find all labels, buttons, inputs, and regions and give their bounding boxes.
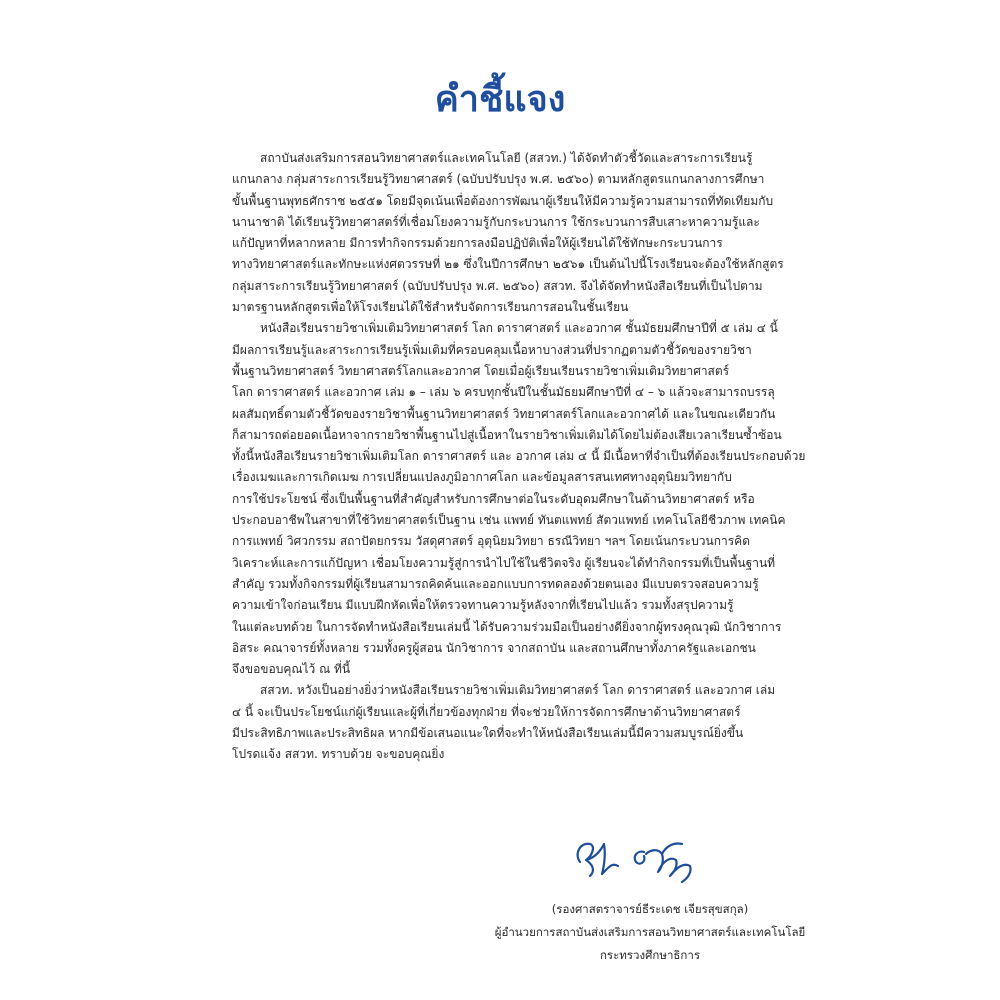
line-text: การแพทย์ วิศวกรรม สถาปัตยกรรม วัสดุศาสตร์ อุตุนิยมวิทยา ธรณีวิทยา ฯลฯ โดยเน้นกระบวนการคิด [232,534,750,549]
line-text: สสวท. หวังเป็นอย่างยิ่งว่าหนังสือเรียนรายวิชาเพิ่มเติมวิทยาศาสตร์ โลก ดาราศาสตร์ และอวกาศ เล่ม [260,683,776,698]
text-line [232,148,806,169]
text-line [232,680,806,701]
signatory-organization: กระทรวงศึกษาธิการ [599,948,701,962]
line-text: แก้ปัญหาที่หลากหลาย มีการทำกิจกรรมด้วยการลงมือปฏิบัติเพื่อให้ผู้เรียนได้ใช้ทักษะกระบวนการ [232,236,723,251]
text-line [232,659,806,680]
preface-body [232,148,806,766]
text-line [232,297,806,318]
text-line [232,276,806,297]
line-text: ก็สามารถต่อยอดเนื้อหาจากรายวิชาพื้นฐานไปสู่เนื้อหาในรายวิชาเพิ่มเติมได้โดยไม่ต้องเสียเวลาเรียนซ้ำซ้อน [232,427,782,442]
text-line [232,467,806,488]
line-text: ขั้นพื้นฐานพุทธศักราช ๒๕๕๑ โดยมีจุดเน้นเพื่อต้องการพัฒนาผู้เรียนให้มีความรู้ความสามารถที่ทัดเทียมกับ [232,193,774,208]
text-line [232,361,806,382]
line-text: มีประสิทธิภาพและประสิทธิผล หากมีข้อเสนอแนะใดที่จะทำให้หนังสือเรียนเล่มนี้มีความสมบูรณ์ยิ่งขึ้น [232,726,744,741]
text-line [232,617,806,638]
text-line [232,744,806,765]
line-text: ประกอบอาชีพในสาขาที่ใช้วิทยาศาสตร์เป็นฐาน เช่น แพทย์ ทันตแพทย์ สัตวแพทย์ เทคโนโลยีชีวภาพ เทคนิค [232,513,786,528]
line-text: ในแต่ละบทด้วย ในการจัดทำหนังสือเรียนเล่มนี้ ได้รับความร่วมมือเป็นอย่างดียิ่งจากผู้ทรงคุณวุฒิ นักวิชาการ [232,619,782,634]
text-line [232,212,806,233]
line-text: ๔ นี้ จะเป็นประโยชน์แก่ผู้เรียนและผู้ที่เกี่ยวข้องทุกฝ่าย ที่จะช่วยให้การจัดการศึกษาด้านวิทยาศาสตร์ [232,704,741,719]
page-title: คำชี้แจง [434,79,566,120]
text-line [232,318,806,339]
text-line [232,169,806,190]
line-text: มีผลการเรียนรู้และสาระการเรียนรู้เพิ่มเติมที่ครอบคลุมเนื้อหาบางส่วนที่ปรากฏตามตัวชี้วัดของรายวิชา [232,342,752,357]
line-text: อิสระ คณาจารย์ทั้งหลาย รวมทั้งครูผู้สอน นักวิชาการ จากสถาบัน และสถานศึกษาทั้งภาครัฐและเอกชน [232,640,756,655]
paragraph [232,318,806,680]
text-line [232,382,806,403]
text-line [232,254,806,275]
line-text: แกนกลาง กลุ่มสาระการเรียนรู้วิทยาศาสตร์ (ฉบับปรับปรุง พ.ศ. ๒๕๖๐) ตามหลักสูตรแกนกลางการศึกษา [232,172,765,187]
line-text: ผลสัมฤทธิ์ตามตัวชี้วัดของรายวิชาพื้นฐานวิทยาศาสตร์ วิทยาศาสตร์โลกและอวกาศได้ และในขณะเดียวกัน [232,406,776,421]
paragraph [232,680,806,765]
line-text: นานาชาติ ได้เรียนรู้วิทยาศาสตร์ที่เชื่อมโยงความรู้กับกระบวนการ ใช้กระบวนการสืบเสาะหาความรู้และ [232,214,760,229]
signature-block [470,898,830,967]
line-text: สถาบันส่งเสริมการสอนวิทยาศาสตร์และเทคโนโลยี (สสวท.) ได้จัดทำตัวชี้วัดและสาระการเรียนรู้ [260,151,753,165]
text-line [232,723,806,744]
line-text: ความเข้าใจก่อนเรียน มีแบบฝึกหัดเพื่อให้ตรวจทานความรู้หลังจากที่เรียนไปแล้ว รวมทั้งสรุปความรู้ [232,598,734,613]
text-line [232,446,806,467]
line-text: กลุ่มสาระการเรียนรู้วิทยาศาสตร์ (ฉบับปรับปรุง พ.ศ. ๒๕๖๐) สสวท. จึงได้จัดทำหนังสือเรียนที่เป็นไปตาม [232,278,763,293]
line-text: เรื่องเมฆและการเกิดเมฆ การเปลี่ยนแปลงภูมิอากาศโลก และข้อมูลสารสนเทศทางอุตุนิยมวิทยากับ [232,470,732,485]
text-line [232,404,806,425]
text-line [232,340,806,361]
line-text: จึงขอขอบคุณไว้ ณ ที่นี้ [232,662,351,677]
signatory-position: ผู้อำนวยการสถาบันส่งเสริมการสอนวิทยาศาสตร์และเทคโนโลยี [494,925,806,939]
handwritten-signature [566,832,716,884]
line-text: โลก ดาราศาสตร์ และอวกาศ เล่ม ๑ – เล่ม ๖ ครบทุกชั้นปีในชั้นมัธยมศึกษาปีที่ ๔ – ๖ แล้วจะสามารถบรรลุ [232,385,775,400]
text-line [232,574,806,595]
line-text: สำคัญ รวมทั้งกิจกรรมที่ผู้เรียนสามารถคิดค้นและออกแบบการทดลองด้วยตนเอง มีแบบตรวจสอบความรู้ [232,576,759,591]
line-text: วิเคราะห์และการแก้ปัญหา เชื่อมโยงความรู้สู่การนำไปใช้ในชีวิตจริง ผู้เรียนจะได้ทำกิจกรรมที่เป็นพื้นฐานที่ [232,555,776,570]
line-text: ทางวิทยาศาสตร์และทักษะแห่งศตวรรษที่ ๒๑ ซึ่งในปีการศึกษา ๒๕๖๑ เป็นต้นไปนี้โรงเรียนจะต้องใช้หลักสูตร [232,257,784,272]
line-text: โปรดแจ้ง สสวท. ทราบด้วย จะขอบคุณยิ่ง [232,747,445,762]
text-line [232,531,806,552]
line-text: พื้นฐานวิทยาศาสตร์ วิทยาศาสตร์โลกและอวกาศ โดยเมื่อผู้เรียนเรียนรายวิชาเพิ่มเติมวิทยาศาสตร์ [232,363,730,378]
text-line [232,489,806,510]
text-line [232,702,806,723]
line-text: ทั้งนี้หนังสือเรียนรายวิชาเพิ่มเติมโลก ดาราศาสตร์ และ อวกาศ เล่ม ๔ นี้ มีเนื้อหาที่จำเป็นที่ต้องเรียนประกอบด้วย [232,449,806,464]
text-line [232,425,806,446]
line-text: การใช้ประโยชน์ ซึ่งเป็นพื้นฐานที่สำคัญสำหรับการศึกษาต่อในระดับอุดมศึกษาในด้านวิทยาศาสตร์ หรือ [232,491,755,506]
line-text: หนังสือเรียนรายวิชาเพิ่มเติมวิทยาศาสตร์ โลก ดาราศาสตร์ และอวกาศ ชั้นมัธยมศึกษาปีที่ ๕ เล่ม ๔ นี้ [260,321,778,336]
paragraph [232,148,806,318]
text-line [232,233,806,254]
text-line [232,638,806,659]
text-line [232,553,806,574]
line-text: มาตรฐานหลักสูตรเพื่อให้โรงเรียนได้ใช้สำหรับจัดการเรียนการสอนในชั้นเรียน [232,300,629,315]
signatory-name: (รองศาสตราจารย์ธีระเดช เจียรสุขสกุล) [551,902,749,916]
text-line [232,510,806,531]
text-line [232,191,806,212]
text-line [232,595,806,616]
